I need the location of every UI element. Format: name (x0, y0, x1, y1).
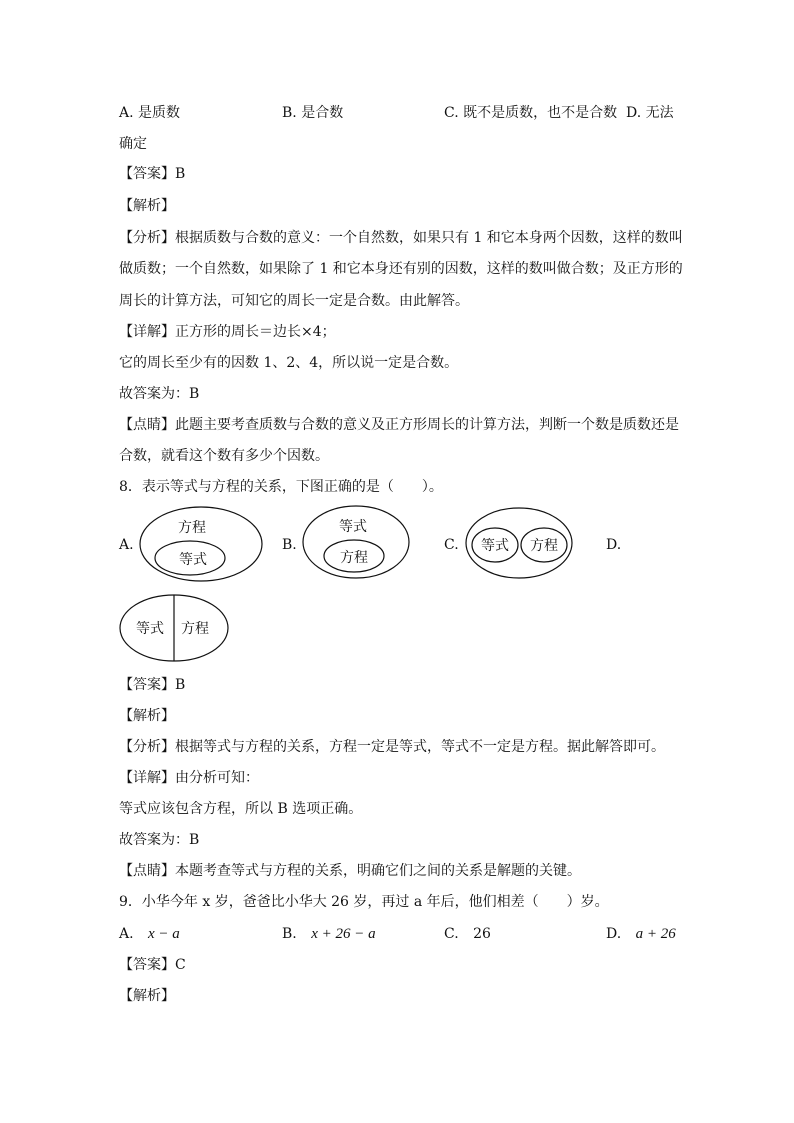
diagram-b-outer-ellipse (303, 506, 409, 578)
q7-option-c: C. 既不是质数，也不是合数 (444, 105, 618, 121)
q8-conclusion: 故答案为：B (119, 832, 200, 848)
q7-option-d: D. 无法 (626, 105, 674, 121)
q7-option-b: B. 是合数 (282, 105, 344, 121)
q8-comment: 【点睛】本题考查等式与方程的关系，明确它们之间的关系是解题的关键。 (119, 863, 581, 879)
q8-answer: 【答案】B (119, 677, 186, 693)
diagram-b (303, 506, 409, 578)
diagram-c-left-label: 等式 (481, 538, 509, 554)
q9-question: 9．小华今年 x 岁，爸爸比小华大 26 岁，再过 a 年后，他们相差（ ）岁。 (119, 894, 609, 910)
diagram-d-right-label: 方程 (181, 621, 209, 637)
q9-option-d (606, 924, 676, 944)
q9-option-c-label: C. (444, 926, 459, 942)
diagram-b-inner-label: 方程 (340, 550, 368, 566)
q9-option-a-label: A. (119, 926, 134, 942)
q8-option-d-label: D. (606, 537, 622, 553)
q9-option-c-expr: 26 (473, 926, 491, 942)
q8-jiexi-heading: 【解析】 (119, 708, 175, 724)
q8-question: 8．表示等式与方程的关系，下图正确的是（ ）。 (119, 479, 443, 495)
diagram-c-right-label: 方程 (530, 538, 558, 554)
q8-option-c-label: C. (444, 537, 459, 553)
q9-option-a-expr: x − a (148, 926, 180, 942)
diagram-a (140, 507, 262, 581)
q9-jiexi-heading: 【解析】 (119, 988, 175, 1004)
diagram-d-left-label: 等式 (136, 621, 164, 637)
q9-option-c (444, 924, 491, 944)
q9-option-b (282, 924, 376, 944)
diagram-a-inner-label: 等式 (179, 552, 207, 568)
q7-analysis-line-1: 【分析】根据质数与合数的意义：一个自然数，如果只有 1 和它本身两个因数，这样的数叫 (119, 230, 683, 246)
q9-option-a (119, 924, 180, 944)
q7-option-d-wrap: 确定 (119, 136, 147, 152)
diagram-c (466, 508, 572, 578)
q8-detail-line-2: 等式应该包含方程，所以 B 选项正确。 (119, 801, 363, 817)
q7-comment-line-1: 【点睛】此题主要考查质数与合数的意义及正方形周长的计算方法，判断一个数是质数还是 (119, 417, 679, 433)
q9-answer: 【答案】C (119, 957, 186, 973)
q9-option-b-label: B. (282, 926, 297, 942)
q7-answer: 【答案】B (119, 166, 186, 182)
q7-analysis-line-2: 做质数；一个自然数，如果除了 1 和它本身还有别的因数，这样的数叫做合数；及正方形的 (119, 261, 683, 277)
q7-conclusion: 故答案为：B (119, 386, 200, 402)
diagram-a-outer-label: 方程 (178, 520, 206, 536)
q7-option-a: A. 是质数 (119, 105, 181, 121)
q7-comment-line-2: 合数，就看这个数有多少个因数。 (119, 448, 329, 464)
q8-detail-line-1: 【详解】由分析可知： (119, 770, 259, 786)
q7-detail-line-2: 它的周长至少有的因数 1、2、4，所以说一定是合数。 (119, 355, 459, 371)
q8-option-b-label: B. (282, 537, 297, 553)
q8-option-a-label: A. (119, 537, 134, 553)
q9-option-d-label: D. (606, 926, 622, 942)
q7-analysis-line-3: 周长的计算方法，可知它的周长一定是合数。由此解答。 (119, 293, 469, 309)
q9-option-b-expr: x + 26 − a (311, 926, 376, 942)
diagram-d (120, 595, 228, 661)
q8-analysis: 【分析】根据等式与方程的关系，方程一定是等式，等式不一定是方程。据此解答即可。 (119, 739, 665, 755)
q7-detail-line-1: 【详解】正方形的周长＝边长×4； (119, 324, 336, 340)
diagram-b-outer-label: 等式 (339, 519, 367, 535)
diagram-a-outer-ellipse (140, 507, 262, 581)
q9-option-d-expr: a + 26 (635, 926, 676, 942)
q7-jiexi-heading: 【解析】 (119, 198, 175, 214)
